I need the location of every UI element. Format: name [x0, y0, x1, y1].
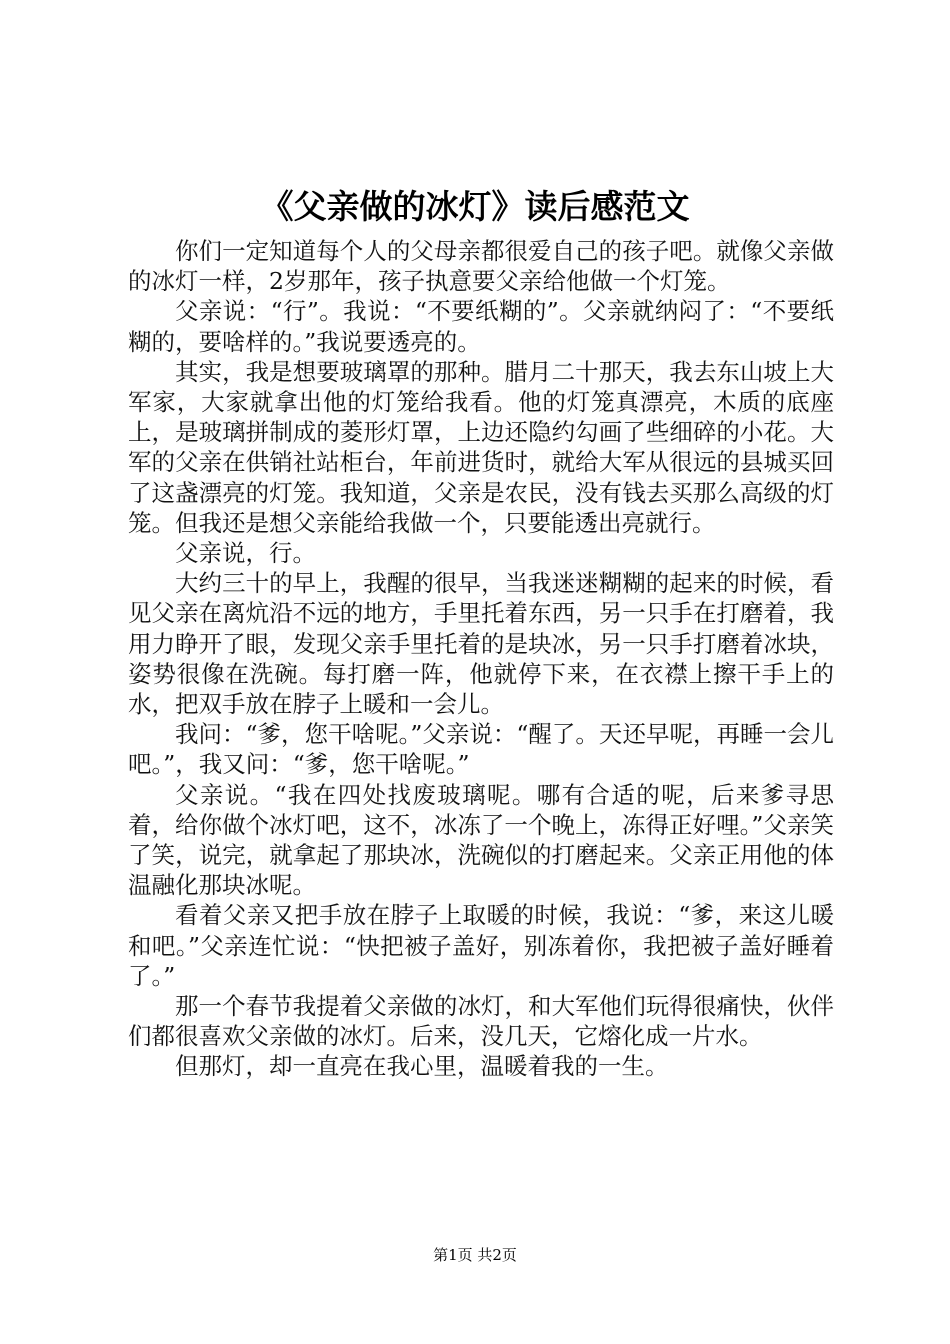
- paragraph-2: 父亲说：“行”。我说：“不要纸糊的”。父亲就纳闷了：“不要纸糊的，要啥样的。”我说要透亮的。: [128, 297, 834, 356]
- document-title: 《父亲做的冰灯》读后感范文: [260, 187, 690, 226]
- paragraph-3: 其实，我是想要玻璃罩的那种。腊月二十那天，我去东山坡上大军家，大家就拿出他的灯笼给我看。他的灯笼真漂亮，木质的底座上，是玻璃拼制成的菱形灯罩，上边还隐约勾画了些细碎的小花。大军的父亲在供销社站柜台，年前进货时，就给大军从很远的县城买回了这盏漂亮的灯笼。我知道，父亲是农民，没有钱去买那么高级的灯笼。但我还是想父亲能给我做一个，只要能透出亮就行。: [128, 357, 834, 537]
- document-body: [128, 236, 834, 1082]
- page-footer: 第1页 共2页: [433, 1246, 517, 1264]
- paragraph-9: 那一个春节我提着父亲做的冰灯，和大军他们玩得很痛快，伙伴们都很喜欢父亲做的冰灯。后来，没几天，它熔化成一片水。: [128, 992, 834, 1051]
- paragraph-1: 你们一定知道每个人的父母亲都很爱自己的孩子吧。就像父亲做的冰灯一样，2岁那年，孩子执意要父亲给他做一个灯笼。: [128, 237, 834, 296]
- paragraph-4: 父亲说，行。: [175, 539, 316, 568]
- paragraph-6: 我问：“爹，您干啥呢。”父亲说：“醒了。天还早呢，再睡一会儿吧。”，我又问：“爹，您干啥呢。”: [128, 720, 834, 779]
- paragraph-10: 但那灯，却一直亮在我心里，温暖着我的一生。: [175, 1052, 669, 1081]
- paragraph-5: 大约三十的早上，我醒的很早，当我迷迷糊糊的起来的时候，看见父亲在离炕沿不远的地方，手里托着东西，另一只手在打磨着，我用力睁开了眼，发现父亲手里托着的是块冰，另一只手打磨着冰块，姿势很像在洗碗。每打磨一阵，他就停下来，在衣襟上擦干手上的水，把双手放在脖子上暖和一会儿。: [128, 569, 834, 719]
- paragraph-7: 父亲说。“我在四处找废玻璃呢。哪有合适的呢，后来爹寻思着，给你做个冰灯吧，这不，冰冻了一个晚上，冻得正好哩。”父亲笑了笑，说完，就拿起了那块冰，洗碗似的打磨起来。父亲正用他的体温融化那块冰呢。: [128, 780, 834, 900]
- paragraph-8: 看着父亲又把手放在脖子上取暖的时候，我说：“爹，来这儿暖和吧。”父亲连忙说：“快把被子盖好，别冻着你，我把被子盖好睡着了。”: [128, 901, 834, 990]
